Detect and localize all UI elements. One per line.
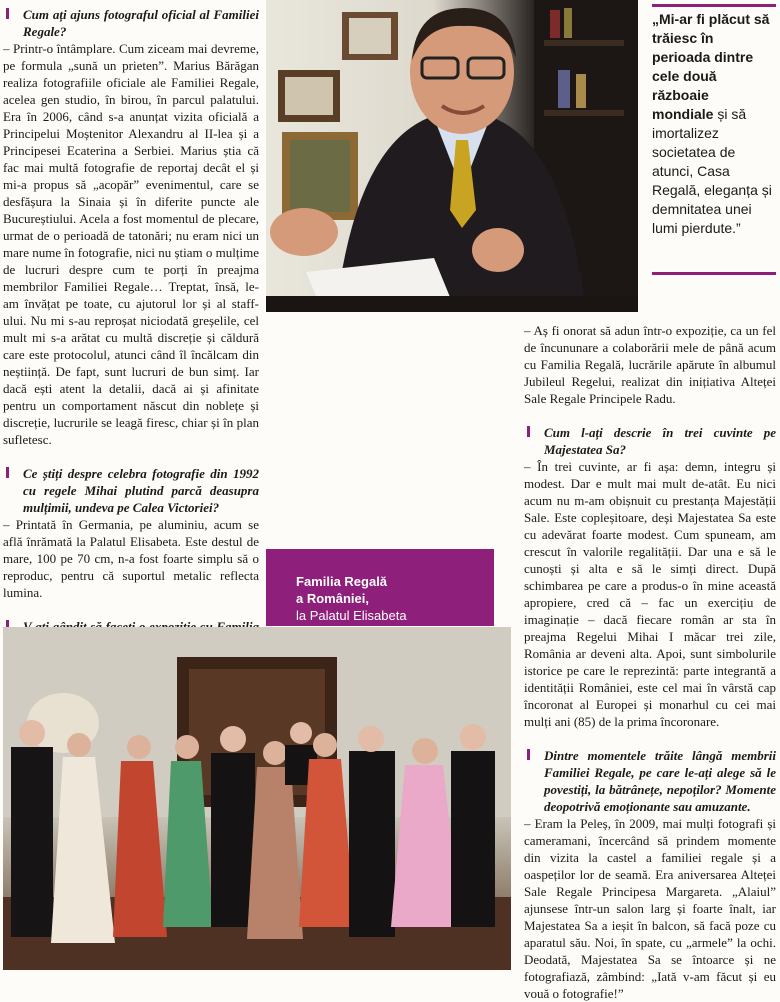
question-1: Cum ați ajuns fotograful oficial al Familiei Regale? bbox=[3, 6, 259, 40]
pull-quote-bottom-rule bbox=[652, 272, 776, 275]
answer-2: – Printată în Germania, pe aluminiu, acum se află înrămată la Palatul Elisabeta. Este destul de mare, 100 pe 70 cm, n-a fost foarte simplu să o reproduc, pentru că suportul metalic reflecta lumina. bbox=[3, 517, 259, 600]
question-4: Cum l-ați descrie în trei cuvinte pe Majestatea Sa? bbox=[524, 424, 776, 458]
portrait-illustration bbox=[266, 0, 638, 312]
caption-line-1: Familia Regală bbox=[296, 574, 388, 589]
photo-caption bbox=[266, 549, 494, 626]
pull-quote-top-rule bbox=[652, 4, 776, 7]
group-illustration bbox=[3, 627, 511, 970]
answer-5: – Eram la Peleș, în 2009, mai mulți fotografi și cameramani, încercând să prindem momente din vizita la castel a familiei regale și a oaspeților lor de seamă. Era aniversarea Alteței Sale Regale Principesa Margareta. „Alaiul” ajunsese într-un salon larg și foarte înalt, iar Majestatea Sa a ieșit în balcon, să facă poze cu aparatul său. Noi, în spate, cu „armele” la ochi. Deodată, Majestatea Sa se întoarce și ne fotografiază, zâmbind: „Iată v-am făcut și eu vouă o fotografie!” bbox=[524, 816, 776, 1001]
answer-3: – Aș fi onorat să adun într-o expoziție, ca un fel de încununare a colaborării mele de până acum cu Familia Regală, lucrările apărute în albumul Jubileul Regelui, realizat din inițiativa Alteței Sale Regale Principele Radu. bbox=[524, 323, 776, 406]
group-people bbox=[11, 720, 495, 943]
left-column bbox=[3, 6, 259, 652]
pull-quote-open: „ bbox=[652, 11, 659, 27]
question-2: Ce știți despre celebra fotografie din 1992 cu regele Mihai plutind parcă deasupra mulțimii, undeva pe Calea Victoriei? bbox=[3, 465, 259, 516]
pull-quote-bold: Mi-ar fi plăcut să trăiesc în perioada dintre cele două războaie mondiale bbox=[652, 11, 770, 122]
answer-4: – În trei cuvinte, ar fi așa: demn, integru și modest. Dar e mult mai mult de-atât. Eu nici acum nu m-am obișnuit cu prestanța Majestății Sale. Este copleșitoare, deși Majestatea Sa este cu adevărat foarte modest. Cum spuneam, am crescut în valorile regalității. Dar una e să le cunoști și alta e să le simți direct. După schimbarea pe care a produs-o în mine această apropiere, cred că – fac un exercițiu de imaginație – dacă fiecare român ar sta în preajma Regelui Mihai I măcar trei zile, România ar deveni alta. Apoi, sunt simbolurile istorice pe care le reprezintă: parte integrantă a identității României, este cel mai în vârstă cap încoronat al Europei și monarhul cu cei mai mulți ani (85) de la prima încoronare. bbox=[524, 459, 776, 729]
photographer-portrait-photo bbox=[266, 0, 638, 312]
pull-quote bbox=[652, 10, 772, 238]
right-column bbox=[524, 322, 776, 1002]
caption-line-3: la Palatul Elisabeta bbox=[296, 608, 407, 623]
pull-quote-rest: și să imortalizez societatea de atunci, Casa Regală, eleganța și demnitatea unei lumi pierdute.” bbox=[652, 106, 772, 236]
question-5: Dintre momentele trăite lângă membrii Familiei Regale, pe care le-ați alege să le povestiți, la bătrânețe, nepoților? Momente deopotrivă emoționante sau amuzante. bbox=[524, 747, 776, 815]
caption-line-2: a României, bbox=[296, 591, 369, 606]
answer-1: – Printr-o întâmplare. Cum ziceam mai devreme, pe formula „sună un prieten”. Marius Bărăgan realiza fotografiile oficiale ale Familiei Regale, acelea gen studio, în birou, în parcul palatului. Era în 2006, când s-a anunțat vizita oficială a Principelui Moștenitor Alexandru al II-lea și a Principesei Ecaterina a Serbiei. Marius știa că fac mai multă fotografie de reportaj decât el și mi-a propus să „acopăr” evenimentul, care se desfășura la Sinaia și în diferite puncte ale Bucureștiului. Acela a fost momentul de plecare, urmat de o perioadă de tatonări; nu eram nici un mare nume în fotografie, nici nu știam o mulțime de lucruri despre cum te porți în preajma membrilor Familiei Regale… Treptat, însă, le-am învățat pe toate, cu ajutorul lor și al staff-ului. Nu mi s-au reproșat niciodată greșelile, cel mult mi s-a arătat cu multă discreție și căldură care este protocolul, atunci când îl încălcam din neștiință. De fapt, sunt lucruri de bun simț. Iar dacă ești atent la detalii, dacă ai și afinitate pentru un comportament născut din noblețe și discreție, lucrurile se leagă firesc, chiar și în plan sufletesc. bbox=[3, 41, 259, 447]
royal-family-group-photo bbox=[3, 627, 511, 970]
